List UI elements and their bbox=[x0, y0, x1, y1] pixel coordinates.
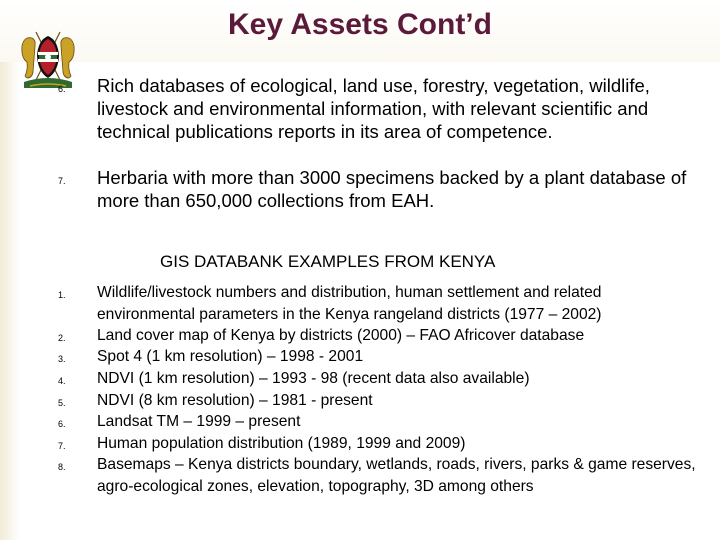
list-number: 4. bbox=[58, 376, 66, 386]
list-text: NDVI (1 km resolution) – 1993 - 98 (recent data also available) bbox=[97, 370, 530, 387]
list-number: 2. bbox=[58, 333, 66, 343]
list-text: Spot 4 (1 km resolution) – 1998 - 2001 bbox=[97, 348, 364, 365]
list-text: Rich databases of ecological, land use, forestry, vegetation, wildlife, livestock and environmental information, with relevant scientific and technical publications reports in its area of competence. bbox=[97, 75, 650, 142]
section-heading: GIS DATABANK EXAMPLES FROM KENYA bbox=[160, 252, 496, 271]
list-text: NDVI (8 km resolution) – 1981 - present bbox=[97, 392, 373, 409]
list-text: Herbaria with more than 3000 specimens backed by a plant database of more than 650,000 collections from EAH. bbox=[97, 167, 687, 211]
list-text: Human population distribution (1989, 1999 and 2009) bbox=[97, 435, 466, 452]
list-text: Wildlife/livestock numbers and distribution, human settlement and related environmental parameters in the Kenya rangeland districts (1977 – 2002) bbox=[97, 284, 602, 323]
list-text: Landsat TM – 1999 – present bbox=[97, 413, 301, 430]
list-number: 7. bbox=[58, 441, 66, 451]
list-number: 3. bbox=[58, 354, 66, 364]
list-number: 6. bbox=[58, 419, 66, 429]
slide-title: Key Assets Cont’d bbox=[228, 8, 492, 41]
list-number: 6. bbox=[58, 84, 66, 94]
list-number: 5. bbox=[58, 398, 66, 408]
left-decorative-strip bbox=[0, 0, 20, 540]
list-number: 7. bbox=[58, 176, 66, 186]
list-number: 8. bbox=[58, 462, 66, 472]
list-text: Basemaps – Kenya districts boundary, wetlands, roads, rivers, parks & game reserves, agro-ecological zones, elevation, topography, 3D among others bbox=[97, 456, 696, 495]
list-text: Land cover map of Kenya by districts (2000) – FAO Africover database bbox=[97, 327, 585, 344]
list-number: 1. bbox=[58, 290, 66, 300]
